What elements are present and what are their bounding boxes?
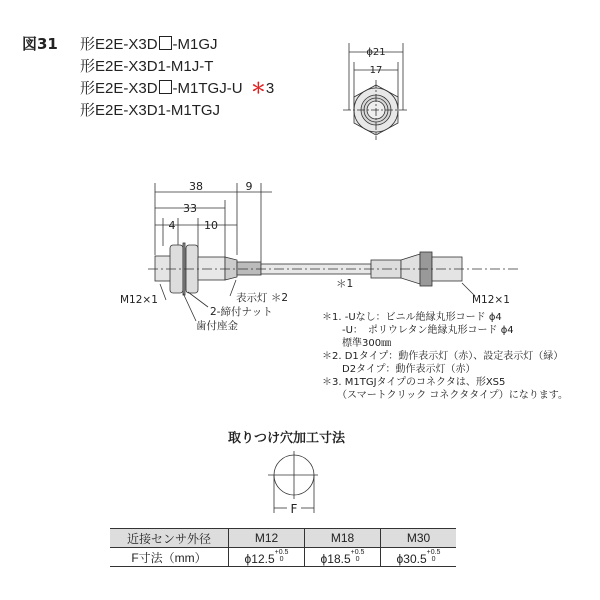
label-thread-right: M12×1 — [472, 294, 510, 306]
note-number: 3 — [265, 80, 275, 97]
note-line: ＊3. M1TGJタイプのコネクタは、形XS5 — [322, 377, 506, 388]
dim-f-label: F — [290, 502, 298, 516]
tolerance — [427, 549, 441, 563]
note-line: ＊1. -Uなし：ビニル絶縁丸形コード ϕ4 — [322, 312, 502, 323]
value-cell — [381, 548, 457, 567]
figure-number: 図31 — [22, 35, 58, 53]
model-prefix: 形E2E-X3D — [80, 80, 158, 97]
notes — [322, 311, 568, 402]
label-cable: ＊1 — [336, 278, 354, 290]
note-line: D2タイプ：動作表示灯（赤） — [322, 364, 476, 375]
note-line: 標準300㎜ — [322, 338, 392, 349]
value-cell — [305, 548, 381, 567]
dim-33: 33 — [183, 202, 197, 215]
tol-lower: 0 — [279, 555, 284, 563]
note-line: ＊2. D1タイプ：動作表示灯（赤）、設定表示灯（緑） — [322, 351, 564, 362]
value: ϕ30.5 — [396, 551, 427, 566]
table-row — [110, 548, 456, 567]
dim-38: 38 — [189, 180, 203, 193]
header-cell: M18 — [305, 529, 381, 548]
tol-upper: +0.5 — [350, 548, 365, 556]
mounting-title: 取りつけ穴加工寸法 — [228, 431, 346, 446]
label-washer: 歯付座金 — [196, 320, 238, 332]
header-cell: M30 — [381, 529, 457, 548]
dim-10: 10 — [204, 219, 218, 232]
label-thread-left: M12×1 — [120, 294, 158, 306]
table-header-row — [110, 529, 456, 548]
mounting-hole-drawing — [268, 451, 318, 516]
dim-4: 4 — [168, 219, 176, 232]
front-view — [343, 43, 409, 140]
header-cell: 近接センサ外径 — [110, 529, 229, 548]
model-prefix: 形E2E-X3D — [80, 36, 158, 53]
row-label: F寸法（mm） — [110, 548, 229, 567]
dim-across-flats: 17 — [369, 65, 383, 76]
tolerance — [351, 549, 365, 563]
note-mark: ＊ — [250, 80, 266, 97]
side-view — [148, 180, 520, 321]
label-nut: 2-締付ナット — [210, 306, 273, 318]
tol-upper: +0.5 — [426, 548, 441, 556]
header-cell: M12 — [229, 529, 305, 548]
note-line: -U： ポリウレタン絶縁丸形コード ϕ4 — [322, 325, 514, 336]
tol-lower: 0 — [355, 555, 360, 563]
value-cell — [229, 548, 305, 567]
mounting-dimension-table — [110, 528, 456, 567]
value: ϕ12.5 — [244, 551, 275, 566]
tol-upper: +0.5 — [274, 548, 289, 556]
note-line: （スマートクリック コネクタタイプ）になります。 — [322, 390, 568, 401]
value: ϕ18.5 — [320, 551, 351, 566]
model-suffix: -M1GJ — [172, 36, 218, 53]
model-line-4: 形E2E-X3D1-M1TGJ — [80, 102, 221, 119]
model-line-2: 形E2E-X3D1-M1J-T — [80, 58, 214, 75]
dim-outer-diameter: ϕ21 — [366, 47, 386, 58]
tolerance — [275, 549, 289, 563]
model-suffix: -M1TGJ-U — [172, 80, 243, 97]
label-indicator: 表示灯 ＊2 — [236, 292, 289, 304]
dim-9: 9 — [245, 180, 253, 193]
tol-lower: 0 — [431, 555, 436, 563]
